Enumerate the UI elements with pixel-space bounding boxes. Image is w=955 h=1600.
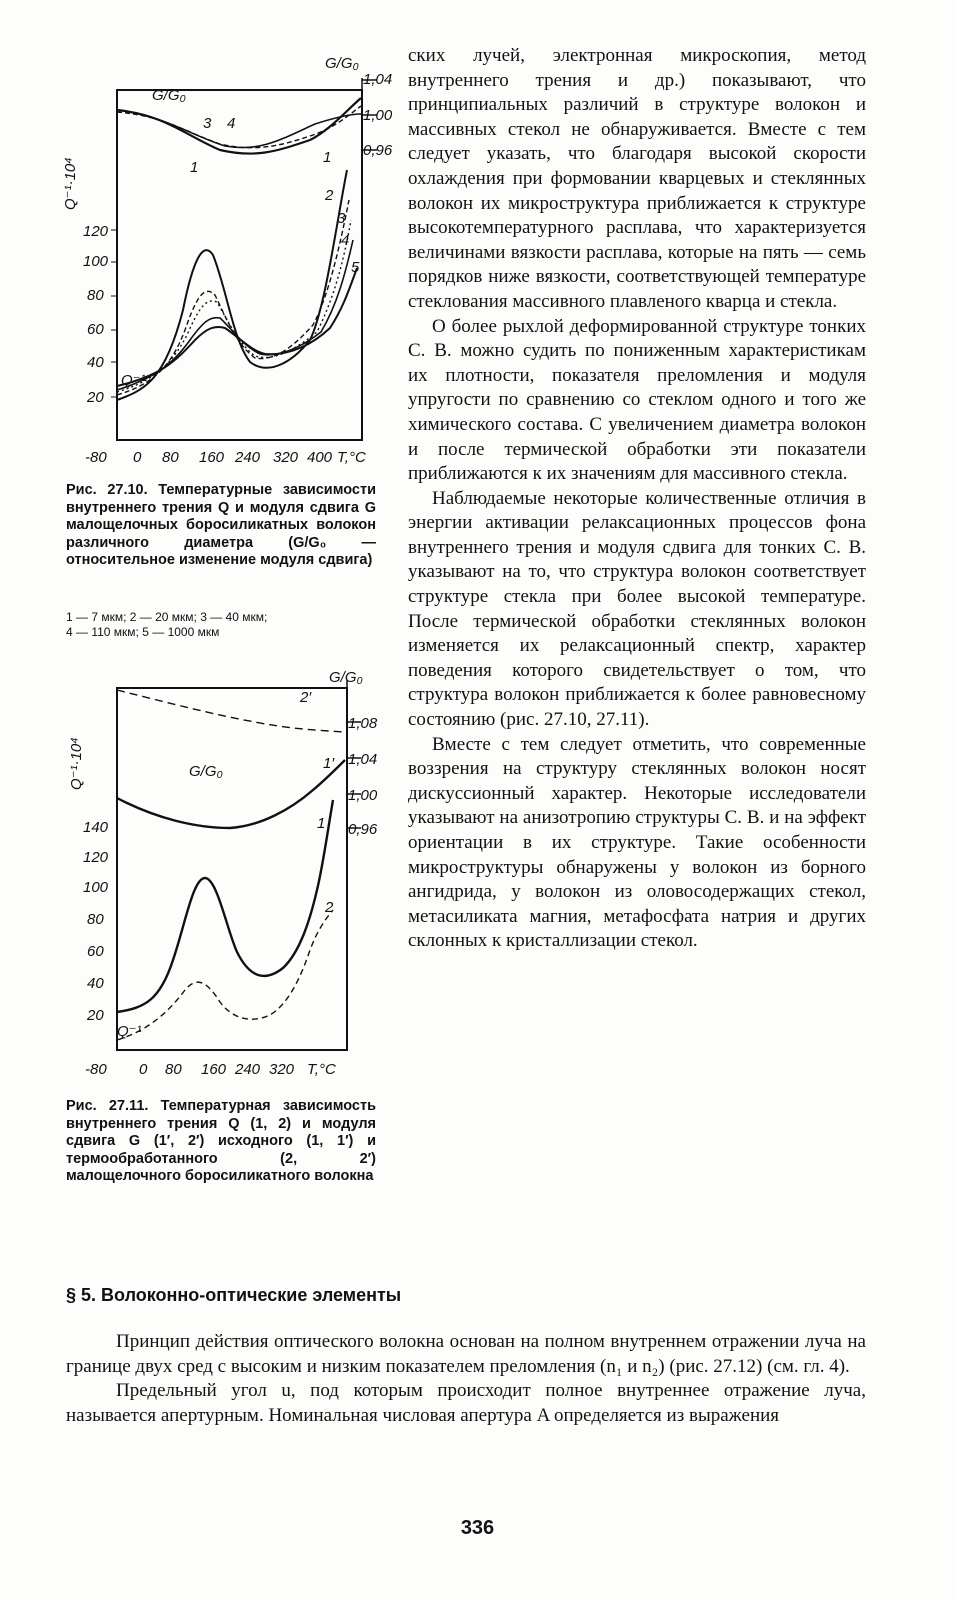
figure-27-10-caption: Рис. 27.10. Температурные зависимости внутреннего трения Q и модуля сдвига G малощелочных боросиликатных волокон различного диаметра (G/G₀ — относительное изменение модуля сдвига) — [66, 482, 376, 568]
right-axis-label: G/G₀ — [329, 669, 363, 686]
top-curve-label: 1 — [190, 159, 199, 176]
plot-frame — [117, 90, 362, 440]
friction-curves — [117, 800, 333, 1040]
curve-label: 1′ — [323, 755, 335, 772]
x-tick: 0 — [133, 449, 142, 465]
right-axis-label: G/G₀ — [325, 55, 359, 72]
inner-q-label: Q⁻¹ — [117, 1023, 142, 1040]
curve-label: 1 — [317, 815, 326, 832]
x-tick: 160 — [201, 1061, 227, 1078]
figure-27-10-legend — [66, 610, 376, 640]
modulus-curves — [117, 690, 345, 828]
x-tick: 0 — [139, 1061, 148, 1078]
left-tick: 40 — [87, 975, 104, 992]
friction-curves — [117, 170, 357, 400]
right-tick: 1,04 — [348, 751, 378, 768]
curve-label: 2′ — [300, 689, 312, 706]
x-tick: -80 — [85, 1061, 107, 1078]
paragraph: Принцип действия оптического волокна основан на полном внутреннем отражении луча на границе двух сред с высоким и низким показателем преломления (n₁ и n₂) (рис. 27.12) (см. гл. 4). — [66, 1331, 866, 1377]
x-tick: 80 — [162, 449, 179, 465]
top-curve-label: 4 — [227, 115, 236, 132]
inner-g-label: G/G₀ — [152, 87, 186, 104]
legend-line: 1 — 7 мкм; 2 — 20 мкм; 3 — 40 мкм; — [66, 610, 268, 624]
figure-27-11-caption: Рис. 27.11. Температурная зависимость внутреннего трения Q (1, 2) и модуля сдвига G (1′, 2′) исходного (1, 1′) и термообработанного (2, 2′) малощелочного боросиликатного волокна — [66, 1098, 376, 1184]
right-tick: 0,96 — [348, 821, 378, 838]
curve-label: 2 — [325, 187, 334, 204]
left-tick: 100 — [83, 253, 109, 270]
left-tick: 60 — [87, 321, 104, 338]
plot-frame — [117, 688, 347, 1050]
y-axis-label: Q⁻¹·10⁴ — [68, 737, 85, 790]
curve-label: 3 — [337, 210, 346, 227]
x-tick: 240 — [235, 1061, 261, 1078]
figure-27-10 — [55, 40, 395, 465]
left-tick: 100 — [83, 879, 109, 896]
x-tick: 240 — [235, 449, 261, 465]
paragraph: Вместе с тем следует отметить, что современные воззрения на структуру стеклянных волокон носят дискуссионный характер. Некоторые исследователи указывают на анизотропию структуры С. В. и на эффект ориентации в их структуре. Такие особенности микроструктуры обнаружены у волокон из борного ангидрида, у волокон из оловосодержащих стекол, метасиликата магния, метафосфата натрия и других склонных к кристаллизации стекол. — [408, 733, 866, 952]
figure-27-10-plot — [55, 40, 395, 465]
left-tick: 80 — [87, 911, 104, 928]
top-curve-label: 3 — [203, 115, 212, 132]
left-tick: 20 — [87, 1007, 104, 1024]
inner-g-label: G/G₀ — [189, 763, 223, 780]
x-tick: 400 — [307, 449, 333, 465]
paragraph: Предельный угол u, под которым происходит полное внутреннее отражение луча, называется апертурным. Номинальная числовая апертура A определяется из выражения — [66, 1380, 866, 1426]
x-ticks — [85, 449, 366, 465]
paragraph: Наблюдаемые некоторые количественные отличия в энергии активации релаксационных процессов фона внутреннего трения и модуля сдвига для тонких С. В. указывают на то, что структура волокон соответствует структуре стекла при более высокой температуре. После термической обработки стеклянных волокон изменяется их релаксационный спектр, характер поведения которого свидетельствует о том, что структура волокон приближается к более равновесному состоянию (рис. 27.10, 27.11). — [408, 487, 866, 731]
right-tick: 1,04 — [363, 71, 393, 88]
x-tick: 160 — [199, 449, 225, 465]
left-tick: 140 — [83, 819, 109, 836]
legend-line: 4 — 110 мкм; 5 — 1000 мкм — [66, 625, 220, 639]
bottom-text — [66, 1330, 866, 1428]
right-tick: 1,08 — [348, 715, 378, 732]
y-axis-label: Q⁻¹·10⁴ — [62, 157, 79, 210]
left-ticks — [83, 819, 109, 1024]
modulus-curves — [117, 98, 361, 154]
inner-q-label: Q⁻¹ — [121, 372, 146, 389]
left-tick: 60 — [87, 943, 104, 960]
left-tick: 120 — [83, 849, 109, 866]
right-tick: 0,96 — [363, 142, 393, 159]
left-tick: 120 — [83, 223, 109, 240]
x-tick: 320 — [273, 449, 299, 465]
x-ticks — [85, 1061, 336, 1078]
x-tick: 320 — [269, 1061, 295, 1078]
x-axis-unit: T,°C — [337, 449, 366, 465]
paragraph: ских лучей, электронная микроскопия, метод внутреннего трения и др.) показывают, что принципиальных различий в структуре волокон и массивных стекол не обнаруживается. Вместе с тем следует указать, что благодаря высокой скорости охлаждения при формовании кварцевых и стеклянных волокон их микроструктура приближается к структуре высокотемпературного расплава, что характеризуется величинами вязкости расплава, которые на пять — семь порядков ниже вязкости, соответствующей температуре стеклования массивного плавленого кварца и стекла. — [408, 45, 866, 312]
x-tick: -80 — [85, 449, 107, 465]
right-tick: 1,00 — [363, 107, 393, 124]
paragraph: О более рыхлой деформированной структуре тонких С. В. можно судить по пониженным характеристикам их плотности, показателя преломления и модуля упругости по сравнению со стеклом одного и того же химического состава. С увеличением диаметра волокон и после термической обработки эти показатели приближаются к их значениям для массивного стекла. — [408, 315, 866, 485]
right-tick: 1,00 — [348, 787, 378, 804]
left-tick: 40 — [87, 354, 104, 371]
left-tick: 80 — [87, 287, 104, 304]
figure-27-11 — [55, 660, 395, 1085]
x-axis-unit: T,°C — [307, 1061, 336, 1078]
x-tick: 80 — [165, 1061, 182, 1078]
left-tick: 20 — [87, 389, 104, 406]
curve-label: 2 — [325, 899, 334, 916]
figure-27-11-plot — [55, 660, 395, 1085]
curve-label: 5 — [351, 259, 360, 276]
section-heading: § 5. Волоконно-оптические элементы — [66, 1285, 402, 1305]
right-column-text — [408, 44, 866, 954]
page-number: 336 — [460, 1517, 495, 1539]
curve-label: 4 — [341, 232, 350, 249]
left-ticks — [83, 223, 117, 406]
curve-label: 1 — [323, 149, 332, 166]
